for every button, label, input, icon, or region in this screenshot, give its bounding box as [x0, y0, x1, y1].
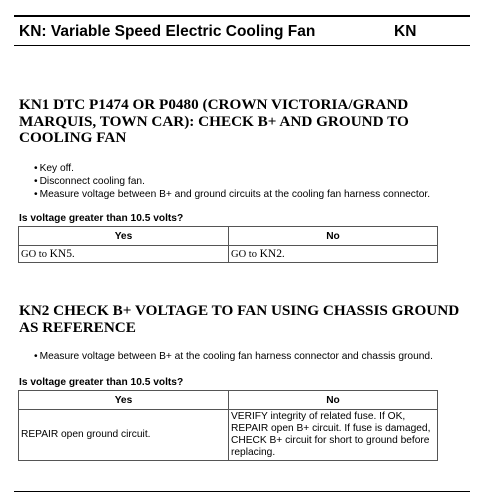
list-item: • Key off. [34, 162, 430, 175]
yes-header: Yes [19, 391, 229, 410]
header-top-rule [14, 15, 470, 17]
page-title: KN: Variable Speed Electric Cooling Fan [19, 23, 316, 40]
list-item: • Disconnect cooling fan. [34, 175, 430, 188]
step-kn2-decision-table [18, 390, 438, 461]
link-kn2[interactable]: KN2 [259, 247, 282, 260]
header-bottom-rule [14, 45, 470, 46]
section-code: KN [394, 23, 417, 40]
step-kn2-title: KN2 CHECK B+ VOLTAGE TO FAN USING CHASSIS GROUND AS REFERENCE [19, 302, 460, 336]
step-kn1-question: Is voltage greater than 10.5 volts? [19, 213, 184, 224]
list-item: • Measure voltage between B+ and ground circuits at the cooling fan harness connector. [34, 188, 430, 201]
step-kn2-instructions [34, 350, 433, 363]
go-to-label: GO to [21, 248, 47, 260]
yes-action-cell [19, 246, 229, 263]
step-kn1-title: KN1 DTC P1474 OR P0480 (CROWN VICTORIA/GRAND MARQUIS, TOWN CAR): CHECK B+ AND GROUND TO COOLING FAN [19, 96, 409, 146]
link-kn5[interactable]: KN5 [49, 247, 72, 260]
go-to-label: GO to [231, 248, 257, 260]
no-header: No [229, 391, 438, 410]
no-action-cell: VERIFY integrity of related fuse. If OK, REPAIR open B+ circuit. If fuse is damaged, CHECK B+ circuit for short to ground before replacing. [229, 410, 438, 461]
step-kn2-question: Is voltage greater than 10.5 volts? [19, 377, 184, 388]
no-action-cell [229, 246, 438, 263]
period: . [281, 248, 285, 260]
no-header: No [229, 227, 438, 246]
list-item: • Measure voltage between B+ at the cooling fan harness connector and chassis ground. [34, 350, 433, 363]
yes-action-cell: REPAIR open ground circuit. [19, 410, 229, 461]
yes-header: Yes [19, 227, 229, 246]
step-kn1-instructions [34, 162, 430, 201]
footer-rule [14, 491, 470, 492]
period: . [71, 248, 75, 260]
step-kn1-decision-table [18, 226, 438, 263]
